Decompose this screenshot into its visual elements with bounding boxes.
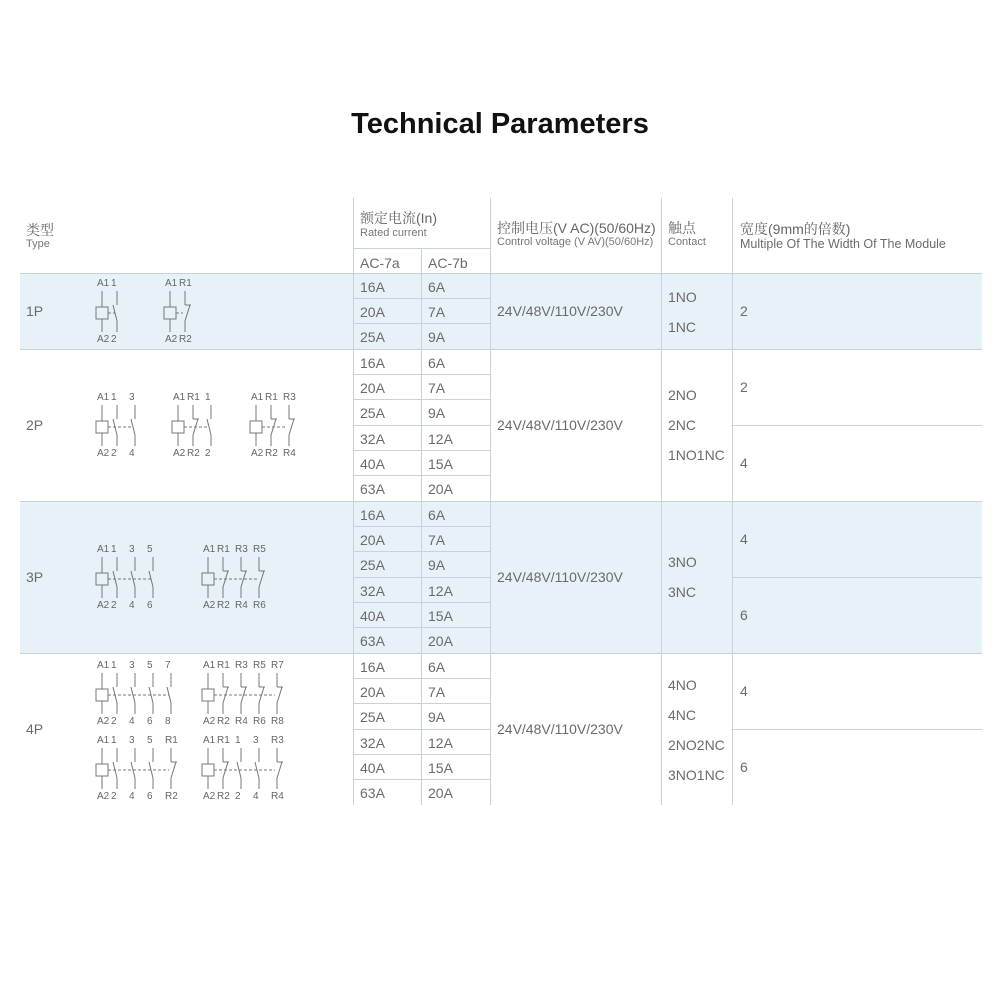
- terminal-label: 8: [165, 716, 171, 727]
- ac7a-cell: 25A: [360, 557, 385, 573]
- ac7b-cell: 20A: [428, 785, 453, 801]
- terminal-label: 2: [111, 334, 117, 345]
- contact-cell: 1NO1NC: [668, 447, 725, 463]
- terminal-label: A2: [203, 791, 216, 802]
- terminal-label: 3: [129, 392, 135, 403]
- terminal-label: R2: [217, 716, 230, 727]
- type-label: 3P: [26, 569, 44, 585]
- terminal-label: R2: [187, 448, 200, 459]
- contact-cell: 2NC: [668, 417, 697, 433]
- terminal-label: 6: [147, 716, 153, 727]
- contact-cell: 1NC: [668, 319, 697, 335]
- header-rated-en: Rated current: [360, 227, 427, 239]
- width-cell: 4: [740, 683, 748, 699]
- terminal-label: R3: [283, 392, 296, 403]
- no-contact-symbol: [255, 762, 259, 778]
- ac7b-cell: 6A: [428, 355, 446, 371]
- width-cell: 6: [740, 607, 748, 623]
- width-divider: [732, 577, 982, 578]
- ac7b-cell: 12A: [428, 735, 453, 751]
- current-line: [353, 703, 490, 704]
- no-contact-symbol: [237, 762, 241, 778]
- width-cell: 4: [740, 455, 748, 471]
- coil-symbol: [96, 421, 108, 433]
- terminal-label: A2: [165, 334, 178, 345]
- terminal-label: 3: [129, 544, 135, 555]
- terminal-label: A1: [173, 392, 186, 403]
- row-divider: [20, 501, 982, 502]
- ac7a-cell: 20A: [360, 684, 385, 700]
- ac7b-cell: 12A: [428, 583, 453, 599]
- no-contact-symbol: [113, 419, 117, 435]
- nc-contact-symbol: [289, 419, 294, 435]
- ac7a-cell: 40A: [360, 456, 385, 472]
- terminal-label: A1: [97, 735, 110, 746]
- ac7a-cell: 16A: [360, 507, 385, 523]
- ac7a-cell: 20A: [360, 304, 385, 320]
- terminal-label: R1: [217, 735, 230, 746]
- terminal-label: R8: [271, 716, 284, 727]
- ac7b-cell: 9A: [428, 405, 446, 421]
- contact-cell: 2NO2NC: [668, 737, 725, 753]
- ac7a-cell: 16A: [360, 279, 385, 295]
- terminal-label: 4: [129, 716, 135, 727]
- no-contact-symbol: [113, 687, 117, 703]
- ac7a-cell: 40A: [360, 608, 385, 624]
- current-line: [353, 298, 490, 299]
- terminal-label: R4: [235, 600, 248, 611]
- terminal-label: 3: [253, 735, 259, 746]
- terminal-label: R2: [179, 334, 192, 345]
- current-line: [353, 678, 490, 679]
- ac7b-cell: 15A: [428, 608, 453, 624]
- terminal-label: R3: [235, 544, 248, 555]
- terminal-label: A1: [251, 392, 264, 403]
- terminal-label: R2: [217, 600, 230, 611]
- ac7b-cell: 7A: [428, 684, 446, 700]
- width-cell: 2: [740, 303, 748, 319]
- terminal-label: A2: [97, 716, 110, 727]
- no-contact-symbol: [167, 687, 171, 703]
- header-type-en: Type: [26, 238, 50, 250]
- terminal-label: R2: [217, 791, 230, 802]
- type-label: 1P: [26, 303, 44, 319]
- ac7b-cell: 9A: [428, 557, 446, 573]
- no-contact-symbol: [131, 762, 135, 778]
- nc-contact-symbol: [241, 687, 246, 703]
- terminal-label: 4: [129, 448, 135, 459]
- voltage-cell: 24V/48V/110V/230V: [497, 569, 623, 585]
- terminal-label: A1: [97, 660, 110, 671]
- width-cell: 2: [740, 379, 748, 395]
- nc-contact-symbol: [223, 762, 228, 778]
- no-contact-symbol: [131, 419, 135, 435]
- current-line: [353, 577, 490, 578]
- no-contact-symbol: [149, 762, 153, 778]
- contact-cell: 2NO: [668, 387, 697, 403]
- nc-contact-symbol: [277, 762, 282, 778]
- voltage-cell: 24V/48V/110V/230V: [497, 721, 623, 737]
- terminal-label: A2: [97, 448, 110, 459]
- terminal-label: R5: [253, 660, 266, 671]
- ac7a-cell: 63A: [360, 633, 385, 649]
- terminal-label: R4: [283, 448, 296, 459]
- contact-cell: 3NC: [668, 584, 697, 600]
- terminal-label: R1: [217, 660, 230, 671]
- terminal-label: R4: [235, 716, 248, 727]
- row-divider: [20, 349, 982, 350]
- terminal-label: 2: [111, 716, 117, 727]
- ac7b-cell: 15A: [428, 456, 453, 472]
- ac7a-cell: 63A: [360, 481, 385, 497]
- ac7a-cell: 32A: [360, 431, 385, 447]
- header-voltage-cn: 控制电压(V AC)(50/60Hz): [497, 220, 656, 236]
- terminal-label: R1: [165, 735, 178, 746]
- coil-symbol: [202, 689, 214, 701]
- current-line: [353, 551, 490, 552]
- terminal-label: A1: [97, 392, 110, 403]
- terminal-label: 4: [129, 791, 135, 802]
- terminal-label: 1: [111, 735, 117, 746]
- terminal-label: 1: [235, 735, 241, 746]
- terminal-label: A2: [251, 448, 264, 459]
- type-label: 4P: [26, 721, 44, 737]
- type-label: 2P: [26, 417, 44, 433]
- current-line: [353, 399, 490, 400]
- terminal-label: R6: [253, 600, 266, 611]
- coil-symbol: [172, 421, 184, 433]
- terminal-label: A2: [97, 600, 110, 611]
- nc-contact-symbol: [277, 687, 282, 703]
- terminal-label: R5: [253, 544, 266, 555]
- terminal-label: R4: [271, 791, 284, 802]
- terminal-label: A2: [173, 448, 186, 459]
- terminal-label: 2: [111, 600, 117, 611]
- terminal-label: A1: [165, 278, 178, 289]
- contact-cell: 4NC: [668, 707, 697, 723]
- header-type-cn: 类型: [26, 222, 54, 238]
- contact-cell: 1NO: [668, 289, 697, 305]
- ac7a-cell: 32A: [360, 583, 385, 599]
- header-voltage-en: Control voltage (V AV)(50/60Hz): [497, 236, 654, 248]
- ac7b-cell: 20A: [428, 481, 453, 497]
- ac7b-cell: 20A: [428, 633, 453, 649]
- terminal-label: 5: [147, 660, 153, 671]
- width-cell: 4: [740, 531, 748, 547]
- header-width-cn: 宽度(9mm的倍数): [740, 221, 851, 237]
- terminal-label: R1: [179, 278, 192, 289]
- coil-symbol: [96, 689, 108, 701]
- current-line: [353, 602, 490, 603]
- contact-cell: 3NO: [668, 554, 697, 570]
- nc-contact-symbol: [259, 687, 264, 703]
- no-contact-symbol: [113, 762, 117, 778]
- no-contact-symbol: [149, 687, 153, 703]
- terminal-label: 1: [111, 392, 117, 403]
- terminal-label: R1: [187, 392, 200, 403]
- terminal-label: 2: [205, 448, 211, 459]
- terminal-label: A2: [203, 600, 216, 611]
- terminal-label: R6: [253, 716, 266, 727]
- header-ac7a: AC-7a: [360, 255, 400, 271]
- current-line: [353, 450, 490, 451]
- terminal-label: A1: [203, 735, 216, 746]
- current-line: [353, 374, 490, 375]
- ac7b-cell: 7A: [428, 532, 446, 548]
- terminal-label: 1: [111, 660, 117, 671]
- terminal-label: R2: [165, 791, 178, 802]
- ac7a-cell: 63A: [360, 785, 385, 801]
- ac7b-cell: 9A: [428, 709, 446, 725]
- terminal-label: 5: [147, 735, 153, 746]
- row-divider: [20, 653, 982, 654]
- header-ac7b: AC-7b: [428, 255, 468, 271]
- terminal-label: 1: [205, 392, 211, 403]
- ac7b-cell: 6A: [428, 507, 446, 523]
- ac7a-cell: 32A: [360, 735, 385, 751]
- coil-symbol: [250, 421, 262, 433]
- nc-contact-symbol: [271, 419, 276, 435]
- current-line: [353, 779, 490, 780]
- ac7a-cell: 16A: [360, 659, 385, 675]
- coil-symbol: [202, 764, 214, 776]
- terminal-label: A1: [97, 278, 110, 289]
- coil-symbol: [96, 764, 108, 776]
- header-contact-cn: 触点: [668, 220, 696, 236]
- terminal-label: A1: [203, 544, 216, 555]
- header-divider: [20, 273, 982, 274]
- ac7b-cell: 15A: [428, 760, 453, 776]
- terminal-label: R1: [217, 544, 230, 555]
- terminal-label: 4: [253, 791, 259, 802]
- terminal-label: 1: [111, 544, 117, 555]
- page-title: Technical Parameters: [351, 108, 649, 140]
- header-width-en: Multiple Of The Width Of The Module: [740, 237, 946, 251]
- ac7a-cell: 25A: [360, 329, 385, 345]
- current-line: [353, 425, 490, 426]
- terminal-label: 2: [111, 791, 117, 802]
- ac7b-cell: 6A: [428, 659, 446, 675]
- width-divider: [732, 729, 982, 730]
- ac7b-cell: 9A: [428, 329, 446, 345]
- terminal-label: A2: [203, 716, 216, 727]
- contact-cell: 3NO1NC: [668, 767, 725, 783]
- terminal-label: 2: [111, 448, 117, 459]
- terminal-label: R1: [265, 392, 278, 403]
- width-cell: 6: [740, 759, 748, 775]
- ac7b-cell: 12A: [428, 431, 453, 447]
- terminal-label: 2: [235, 791, 241, 802]
- ac7a-cell: 25A: [360, 405, 385, 421]
- nc-contact-symbol: [171, 762, 176, 778]
- terminal-label: R2: [265, 448, 278, 459]
- terminal-label: 3: [129, 735, 135, 746]
- terminal-label: 1: [111, 278, 117, 289]
- current-line: [353, 475, 490, 476]
- nc-contact-symbol: [193, 419, 198, 435]
- terminal-label: 3: [129, 660, 135, 671]
- current-line: [353, 729, 490, 730]
- ac7a-cell: 40A: [360, 760, 385, 776]
- ac7b-cell: 7A: [428, 380, 446, 396]
- terminal-label: 6: [147, 600, 153, 611]
- ac7a-cell: 20A: [360, 380, 385, 396]
- current-line: [353, 323, 490, 324]
- terminal-label: R3: [235, 660, 248, 671]
- header-rated-cn: 额定电流(In): [360, 210, 437, 226]
- ac7a-cell: 20A: [360, 532, 385, 548]
- width-divider: [732, 425, 982, 426]
- header-contact-en: Contact: [668, 236, 706, 248]
- ac7a-cell: 16A: [360, 355, 385, 371]
- terminal-label: A1: [203, 660, 216, 671]
- terminal-label: A1: [97, 544, 110, 555]
- current-line: [353, 754, 490, 755]
- terminal-label: 7: [165, 660, 171, 671]
- terminal-label: R7: [271, 660, 284, 671]
- voltage-cell: 24V/48V/110V/230V: [497, 303, 623, 319]
- voltage-cell: 24V/48V/110V/230V: [497, 417, 623, 433]
- current-line: [353, 526, 490, 527]
- contact-cell: 4NO: [668, 677, 697, 693]
- ac7b-cell: 6A: [428, 279, 446, 295]
- terminal-label: A2: [97, 334, 110, 345]
- terminal-label: 6: [147, 791, 153, 802]
- terminal-label: 4: [129, 600, 135, 611]
- nc-contact-symbol: [223, 687, 228, 703]
- terminal-label: A2: [97, 791, 110, 802]
- terminal-label: R3: [271, 735, 284, 746]
- no-contact-symbol: [207, 419, 211, 435]
- current-line: [353, 627, 490, 628]
- ac7b-cell: 7A: [428, 304, 446, 320]
- no-contact-symbol: [131, 687, 135, 703]
- ac7a-cell: 25A: [360, 709, 385, 725]
- terminal-label: 5: [147, 544, 153, 555]
